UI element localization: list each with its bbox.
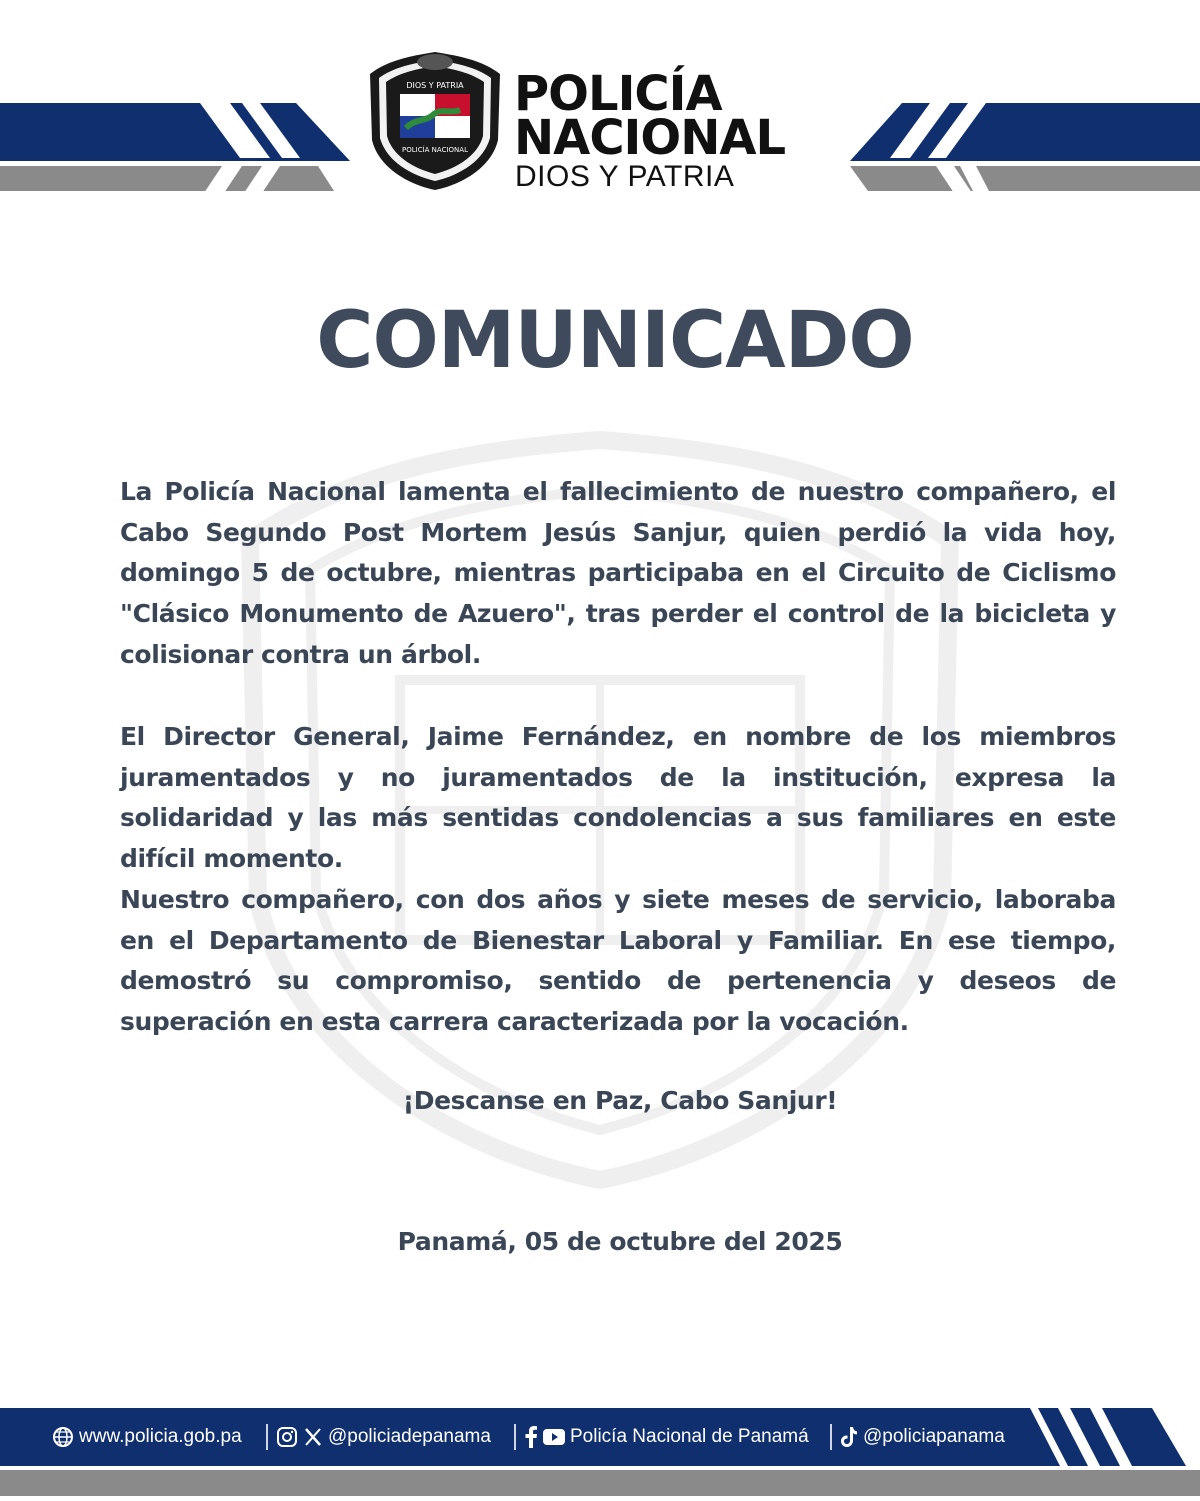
- police-badge-logo: [364, 48, 506, 194]
- footer-separator: [830, 1424, 832, 1450]
- footer-facebook-youtube[interactable]: [524, 1426, 809, 1448]
- facebook-icon: [524, 1426, 538, 1448]
- header-left-chevrons: [160, 98, 360, 196]
- instagram-icon: [276, 1426, 298, 1448]
- footer-separator: [514, 1424, 516, 1450]
- paragraph-1: La Policía Nacional lamenta el fallecimiento de nuestro compañero, el Cabo Segundo Post Mortem Jesús Sanjur, quien perdió la vida hoy, domingo 5 de octubre, mientras participaba en el Circuito de Ciclismo "Clásico Monumento de Azuero", tras perder el control de la bicicleta y colisionar contra un árbol.: [120, 477, 1116, 669]
- page-title: COMUNICADO: [316, 296, 914, 386]
- brand-title-line1: POLICÍA: [514, 66, 722, 122]
- footer-gray-band: [0, 1470, 1200, 1496]
- footer-instagram-x-text: @policiadepanama: [328, 1426, 491, 1447]
- brand-motto: DIOS Y PATRIA: [515, 160, 735, 193]
- svg-text:POLICÍA NACIONAL: POLICÍA NACIONAL: [402, 146, 468, 154]
- footer-tiktok[interactable]: [840, 1426, 1005, 1448]
- footer-facebook-youtube-text: Policía Nacional de Panamá: [570, 1426, 809, 1447]
- closing-line: ¡Descanse en Paz, Cabo Sanjur!: [402, 1086, 838, 1115]
- footer-instagram-x[interactable]: [276, 1426, 491, 1448]
- footer-tiktok-text: @policiapanama: [863, 1426, 1005, 1447]
- paragraph-2: El Director General, Jaime Fernández, en nombre de los miembros juramentados y no juramentados de la institución, expresa la solidaridad y las más sentidas condolencias a sus familiares en este difícil momento.: [120, 722, 1116, 874]
- youtube-icon: [543, 1429, 565, 1445]
- footer-website[interactable]: [52, 1426, 242, 1448]
- brand-title-line2: NACIONAL: [514, 110, 786, 166]
- tiktok-icon: [840, 1426, 858, 1448]
- svg-text:DIOS Y PATRIA: DIOS Y PATRIA: [406, 81, 464, 90]
- paragraph-3: Nuestro compañero, con dos años y siete meses de servicio, laboraba en el Departamento de Bienestar Laboral y Familiar. En ese tiempo, demostró su compromiso, sentido de pertenencia y deseos de superación en esta carrera caracterizada por la vocación.: [120, 885, 1116, 1037]
- globe-icon: [52, 1426, 74, 1448]
- header-right-chevrons: [880, 98, 1000, 196]
- x-icon: [303, 1427, 323, 1447]
- footer-chevrons: [1020, 1408, 1200, 1468]
- footer-website-text: www.policia.gob.pa: [79, 1426, 242, 1447]
- footer-separator: [266, 1424, 268, 1450]
- place-date: Panamá, 05 de octubre del 2025: [397, 1227, 843, 1256]
